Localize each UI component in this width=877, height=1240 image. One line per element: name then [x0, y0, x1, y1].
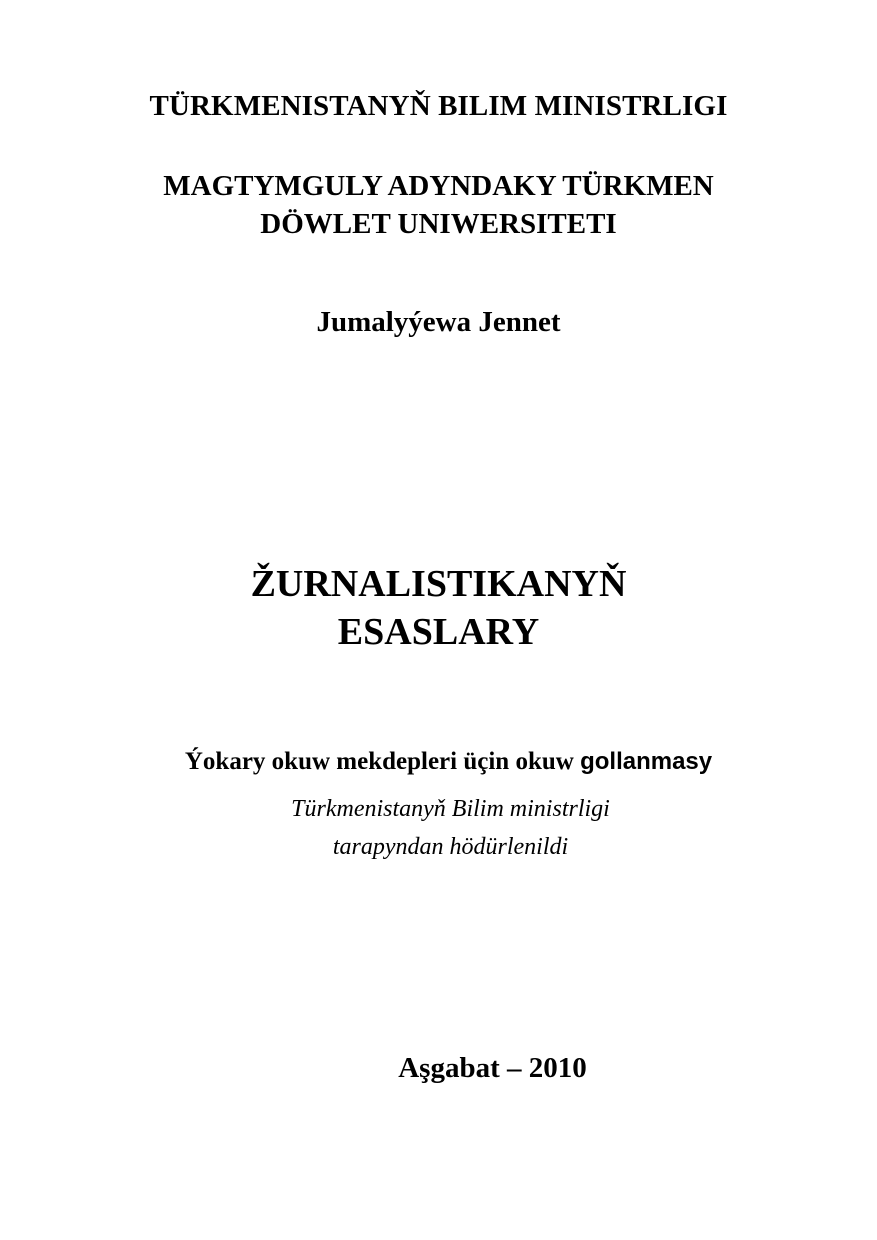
subtitle-end-text: gollanmasy — [580, 748, 713, 775]
approval-line-2: tarapyndan hödürlenildi — [332, 834, 569, 860]
book-title — [0, 560, 877, 656]
book-title-line-2: ESASLARY — [337, 611, 540, 653]
author-name: Jumalyýewa Jennet — [316, 306, 561, 338]
subtitle-main-text: Ýokary okuw mekdepleri üçin okuw — [184, 748, 574, 775]
university-line-1: MAGTYMGULY ADYNDAKY TÜRKMEN — [163, 170, 714, 202]
ministry-heading: TÜRKMENISTANYŇ BILIM MINISTRLIGI — [149, 90, 728, 122]
place-and-year: Aşgabat – 2010 — [398, 1052, 587, 1084]
university-line-2: DÖWLET UNIWERSITETI — [260, 208, 617, 240]
book-subtitle — [10, 748, 877, 776]
approval-line-1: Türkmenistanyň Bilim ministrligi — [291, 796, 610, 822]
approval-note — [12, 790, 877, 866]
university-heading — [0, 167, 877, 243]
book-title-line-1: ŽURNALISTIKANYŇ — [250, 563, 627, 605]
